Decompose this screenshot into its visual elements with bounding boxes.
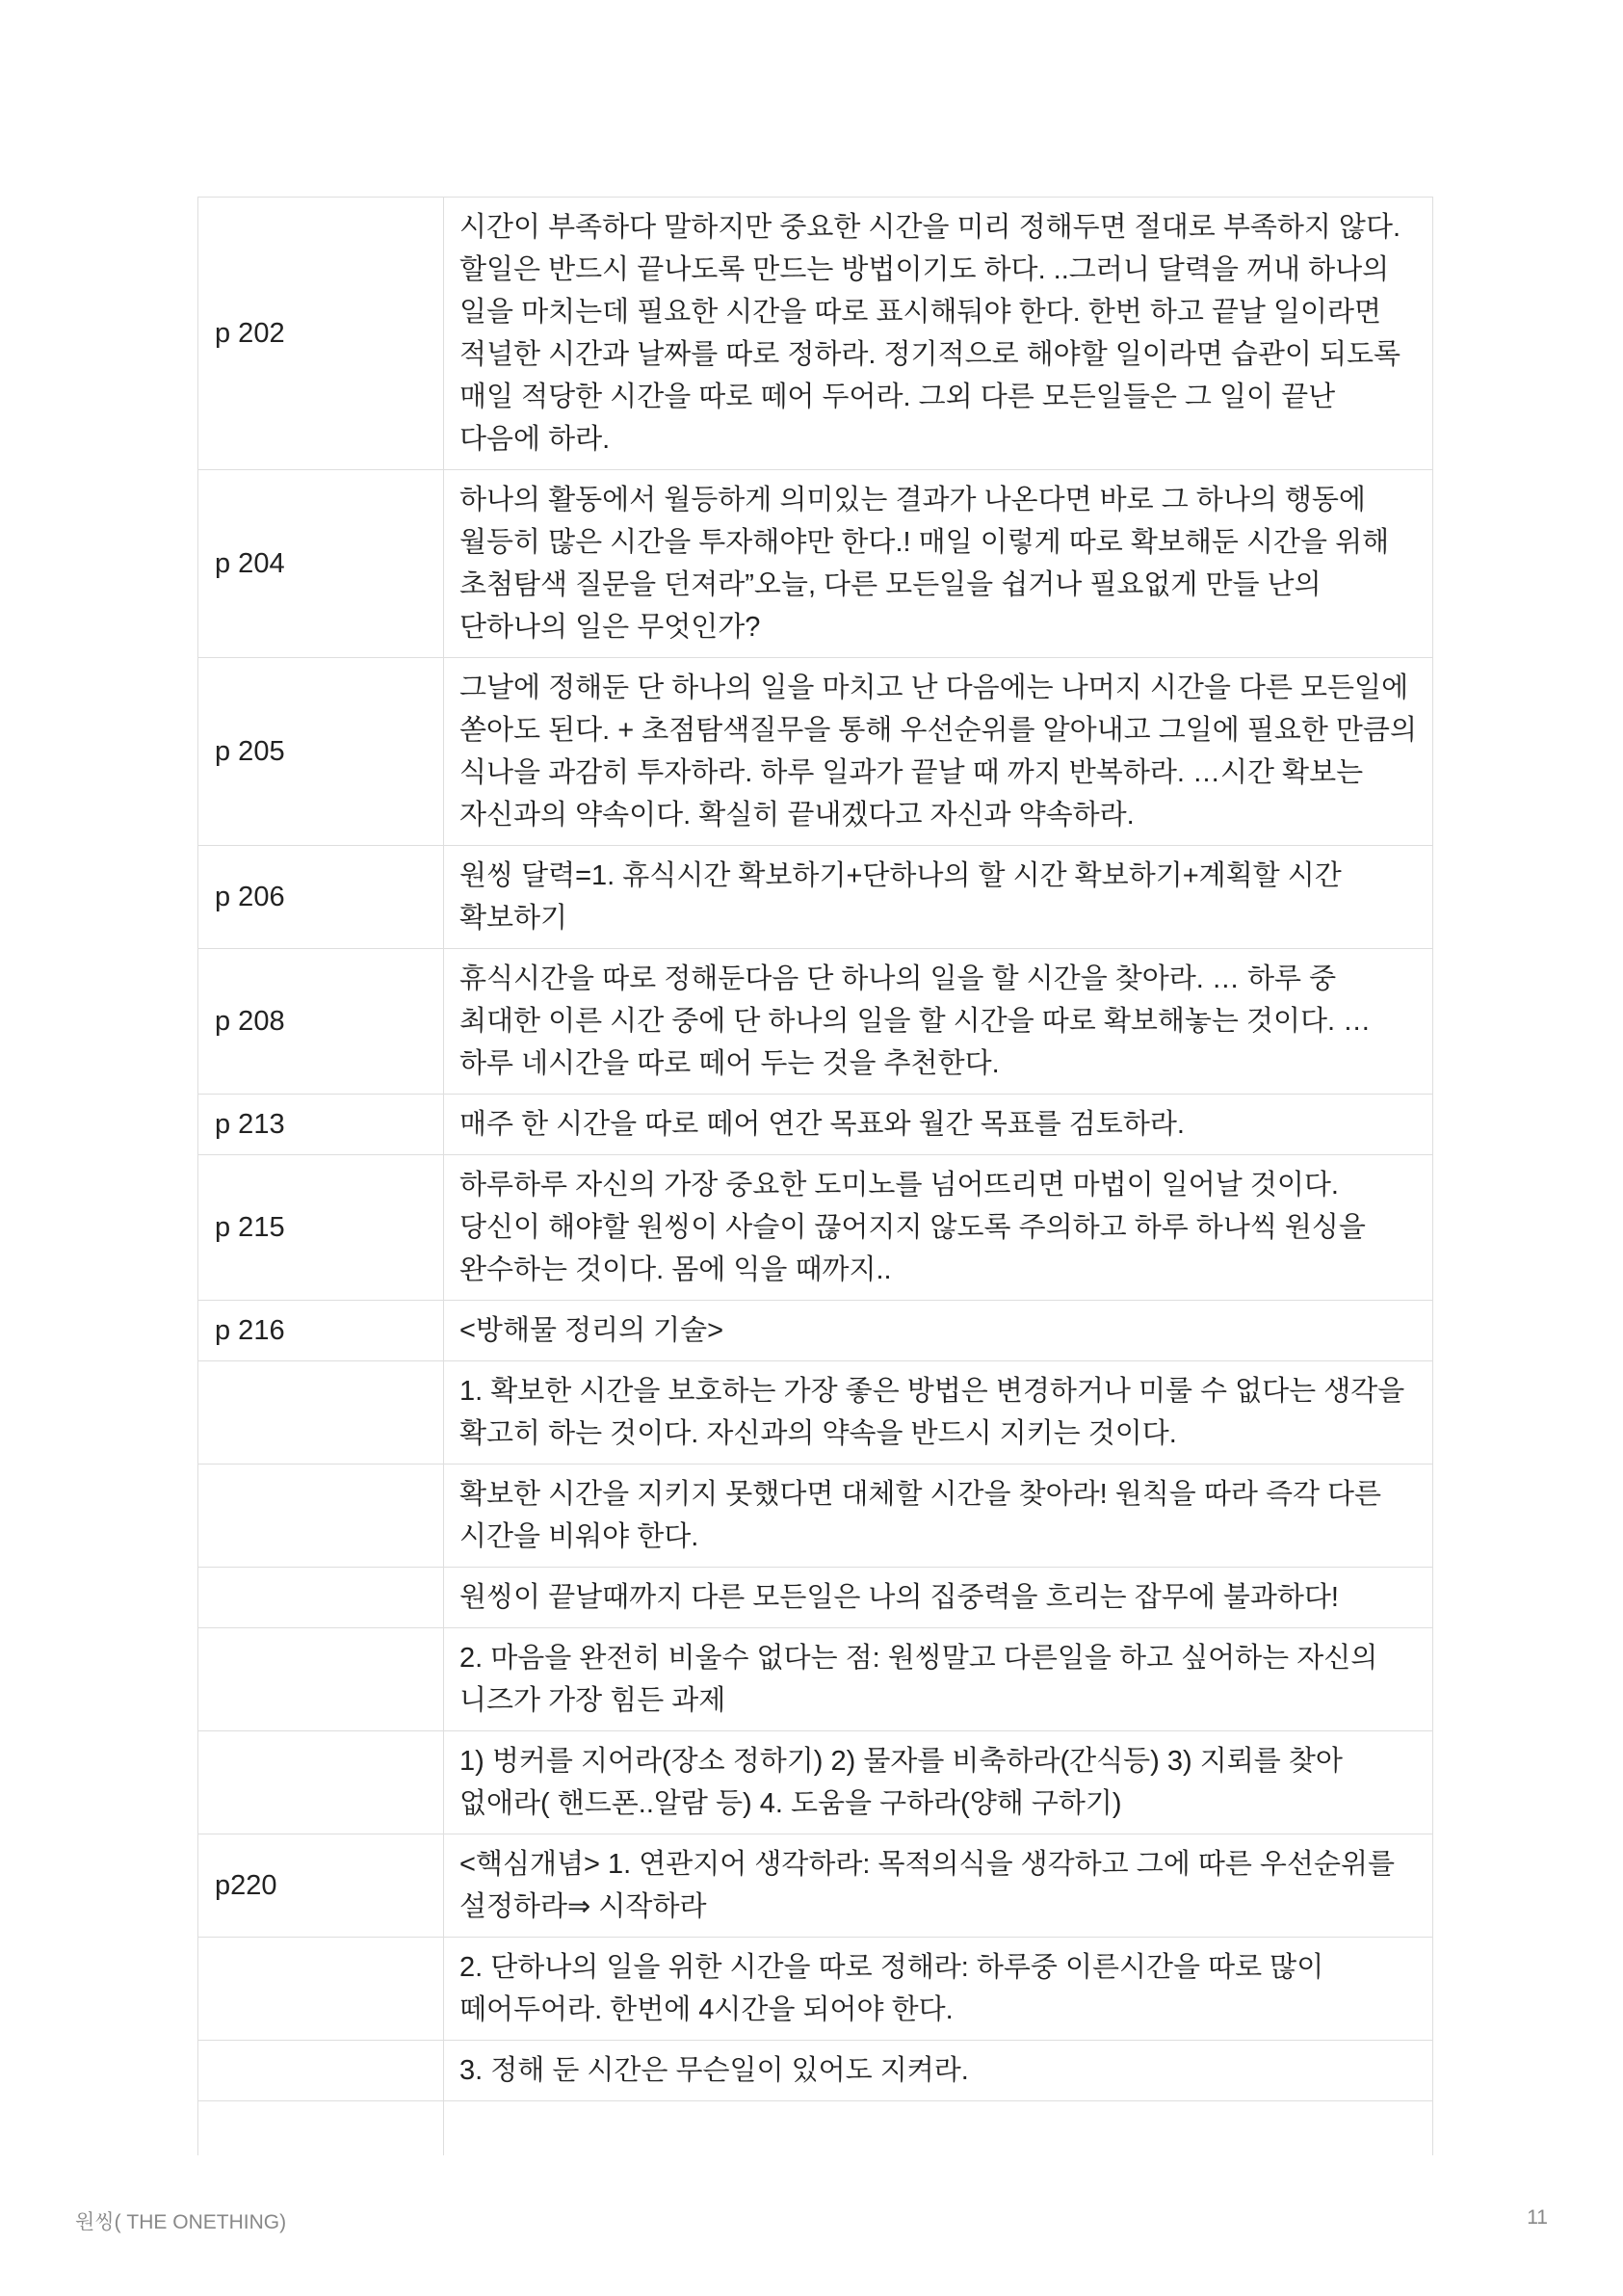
table-row [198, 1361, 1433, 1465]
page-ref-cell [198, 1628, 444, 1731]
page-ref-cell: p 206 [198, 846, 444, 949]
table-row [198, 846, 1433, 949]
empty-page-cell [198, 2101, 444, 2156]
footer-document-title: 원씽( THE ONETHING) [75, 2211, 287, 2233]
page-ref-cell [198, 2041, 444, 2101]
note-text-cell: 1. 확보한 시간을 보호하는 가장 좋은 방법은 변경하거나 미룰 수 없다는 생각을 확고히 하는 것이다. 자신과의 약속을 반드시 지키는 것이다. [444, 1361, 1433, 1465]
page-ref-cell: p 215 [198, 1155, 444, 1301]
note-text-cell: 매주 한 시간을 따로 떼어 연간 목표와 월간 목표를 검토하라. [444, 1095, 1433, 1155]
note-text-cell: 확보한 시간을 지키지 못했다면 대체할 시간을 찾아라! 원칙을 따라 즉각 다른 시간을 비워야 한다. [444, 1465, 1433, 1568]
notes-table-body [198, 198, 1433, 2156]
notes-table [197, 197, 1433, 2155]
note-text-cell: 2. 마음을 완전히 비울수 없다는 점: 원씽말고 다른일을 하고 싶어하는 자신의 니즈가 가장 힘든 과제 [444, 1628, 1433, 1731]
note-text-cell: <방해물 정리의 기술> [444, 1301, 1433, 1361]
table-row [198, 1628, 1433, 1731]
table-row [198, 1155, 1433, 1301]
page-ref-cell [198, 1465, 444, 1568]
note-text-cell: 휴식시간을 따로 정해둔다음 단 하나의 일을 할 시간을 찾아라. … 하루 중 최대한 이른 시간 중에 단 하나의 일을 할 시간을 따로 확보해놓는 것이다. …하루 네시간을 따로 떼어 두는 것을 추천한다. [444, 949, 1433, 1095]
table-row [198, 1834, 1433, 1938]
empty-table-row [198, 2101, 1433, 2156]
table-row [198, 658, 1433, 846]
table-row [198, 1465, 1433, 1568]
page-ref-cell: p 205 [198, 658, 444, 846]
note-text-cell: 3. 정해 둔 시간은 무슨일이 있어도 지켜라. [444, 2041, 1433, 2101]
table-row [198, 198, 1433, 470]
note-text-cell: <핵심개념> 1. 연관지어 생각하라: 목적의식을 생각하고 그에 따른 우선순위를 설정하라⇒ 시작하라 [444, 1834, 1433, 1938]
footer-page-number: 11 [1527, 2206, 1548, 2229]
table-row [198, 1938, 1433, 2041]
note-text-cell: 2. 단하나의 일을 위한 시간을 따로 정해라: 하루중 이른시간을 따로 많이 떼어두어라. 한번에 4시간을 되어야 한다. [444, 1938, 1433, 2041]
page-ref-cell [198, 1568, 444, 1628]
page-ref-cell: p220 [198, 1834, 444, 1938]
note-text-cell: 하루하루 자신의 가장 중요한 도미노를 넘어뜨리면 마법이 일어날 것이다. 당신이 해야할 원씽이 사슬이 끊어지지 않도록 주의하고 하루 하나씩 원싱을 완수하는 것이다. 몸에 익을 때까지.. [444, 1155, 1433, 1301]
table-row [198, 949, 1433, 1095]
note-text-cell: 하나의 활동에서 월등하게 의미있는 결과가 나온다면 바로 그 하나의 행동에 월등히 많은 시간을 투자해야만 한다.! 매일 이렇게 따로 확보해둔 시간을 위해 초첨탐색 질문을 던져라”오늘, 다른 모든일을 쉽거나 필요없게 만들 난의 단하나의 일은 무엇인가? [444, 470, 1433, 658]
page-ref-cell [198, 1731, 444, 1834]
table-row [198, 1301, 1433, 1361]
table-row [198, 1095, 1433, 1155]
page-ref-cell: p 216 [198, 1301, 444, 1361]
table-row [198, 1731, 1433, 1834]
table-row [198, 2041, 1433, 2101]
page-ref-cell: p 202 [198, 198, 444, 470]
page-ref-cell: p 213 [198, 1095, 444, 1155]
note-text-cell: 그날에 정해둔 단 하나의 일을 마치고 난 다음에는 나머지 시간을 다른 모든일에 쏟아도 된다. + 초점탐색질무을 통해 우선순위를 알아내고 그일에 필요한 만큼의 식나을 과감히 투자하라. 하루 일과가 끝날 때 까지 반복하라. …시간 확보는 자신과의 약속이다. 확실히 끝내겠다고 자신과 약속하라. [444, 658, 1433, 846]
empty-note-cell [444, 2101, 1433, 2156]
note-text-cell: 1) 벙커를 지어라(장소 정하기) 2) 물자를 비축하라(간식등) 3) 지뢰를 찾아 없애라( 핸드폰..알람 등) 4. 도움을 구하라(양해 구하기) [444, 1731, 1433, 1834]
note-text-cell: 원씽이 끝날때까지 다른 모든일은 나의 집중력을 흐리는 잡무에 불과하다! [444, 1568, 1433, 1628]
table-row [198, 470, 1433, 658]
page-ref-cell [198, 1361, 444, 1465]
table-row [198, 1568, 1433, 1628]
page-ref-cell [198, 1938, 444, 2041]
page-ref-cell: p 208 [198, 949, 444, 1095]
page-ref-cell: p 204 [198, 470, 444, 658]
note-text-cell: 시간이 부족하다 말하지만 중요한 시간을 미리 정해두면 절대로 부족하지 않다. 할일은 반드시 끝나도록 만드는 방법이기도 하다. ..그러니 달력을 꺼내 하나의 일을 마치는데 필요한 시간을 따로 표시해둬야 한다. 한번 하고 끝날 일이라면 적널한 시간과 날짜를 따로 정하라. 정기적으로 해야할 일이라면 습관이 되도록 매일 적당한 시간을 따로 떼어 두어라. 그외 다른 모든일들은 그 일이 끝난 다음에 하라. [444, 198, 1433, 470]
note-text-cell: 원씽 달력=1. 휴식시간 확보하기+단하나의 할 시간 확보하기+계획할 시간 확보하기 [444, 846, 1433, 949]
